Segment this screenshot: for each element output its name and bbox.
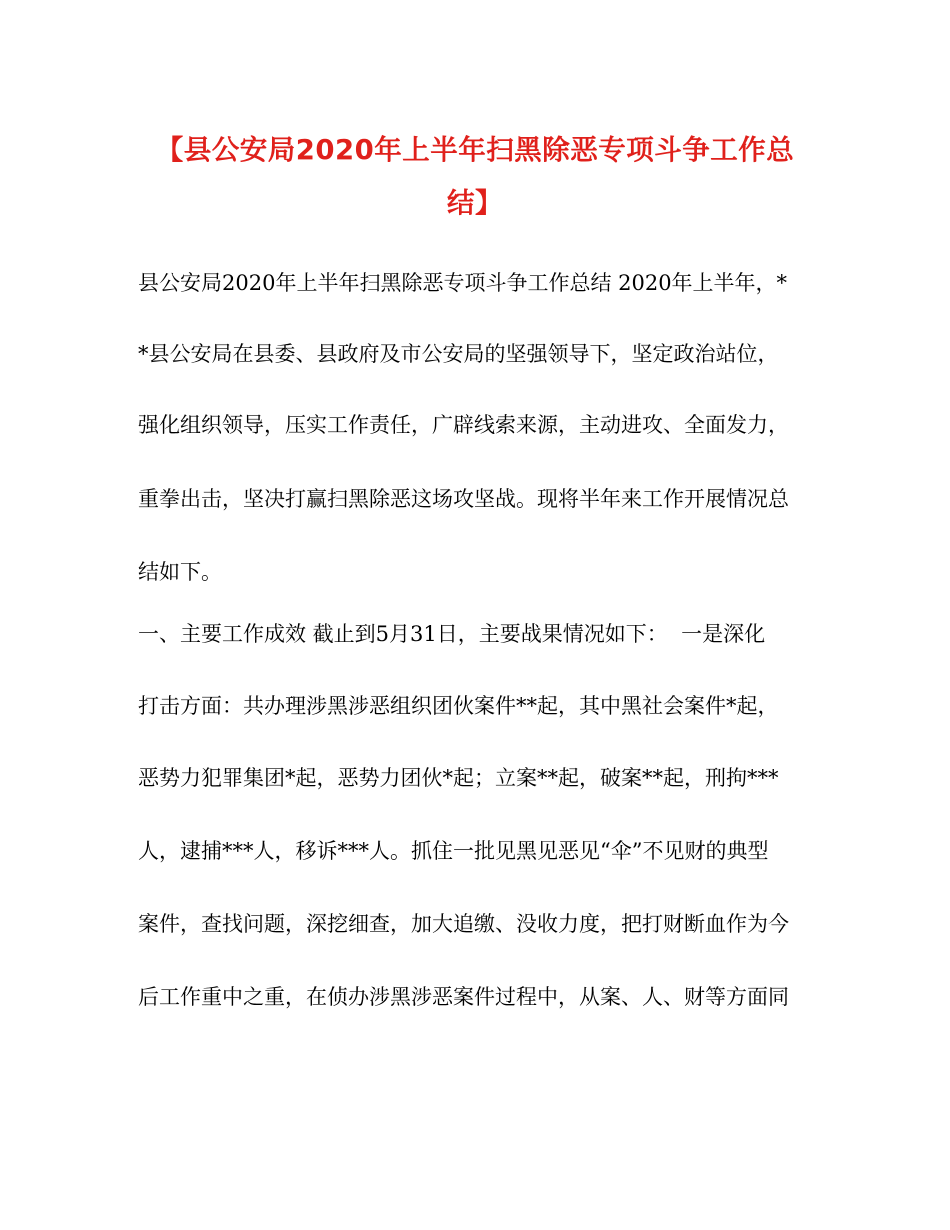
body-line: 一、主要工作成效 截止到5月31日，主要战果情况如下： 一是深化 xyxy=(138,622,766,646)
document-title-line-1: 【县公安局2020年上半年扫黑除恶专项斗争工作总 xyxy=(155,134,795,166)
body-line: 人，逮捕***人，移诉***人。抓住一批见黑见恶见“伞”不见财的典型 xyxy=(138,839,769,863)
body-line: 重拳出击，坚决打赢扫黑除恶这场攻坚战。现将半年来工作开展情况总 xyxy=(138,487,789,511)
document-title-line-2: 结】 xyxy=(447,187,503,219)
body-line: 案件，查找问题，深挖细查，加大追缴、没收力度，把打财断血作为今 xyxy=(138,912,789,936)
body-line: 恶势力犯罪集团*起，恶势力团伙*起；立案**起，破案**起，刑拘*** xyxy=(138,766,779,790)
body-line: 结如下。 xyxy=(138,560,222,584)
body-line: 强化组织领导，压实工作责任，广辟线索来源，主动进攻、全面发力， xyxy=(138,413,789,437)
body-line: 打击方面：共办理涉黑涉恶组织团伙案件**起，其中黑社会案件*起， xyxy=(138,694,779,718)
body-line: *县公安局在县委、县政府及市公安局的坚强领导下，坚定政治站位， xyxy=(138,342,779,366)
body-line: 后工作重中之重，在侦办涉黑涉恶案件过程中，从案、人、财等方面同 xyxy=(138,985,789,1009)
document-title xyxy=(140,124,810,230)
body-line: 县公安局2020年上半年扫黑除恶专项斗争工作总结 2020年上半年，* xyxy=(138,271,788,295)
